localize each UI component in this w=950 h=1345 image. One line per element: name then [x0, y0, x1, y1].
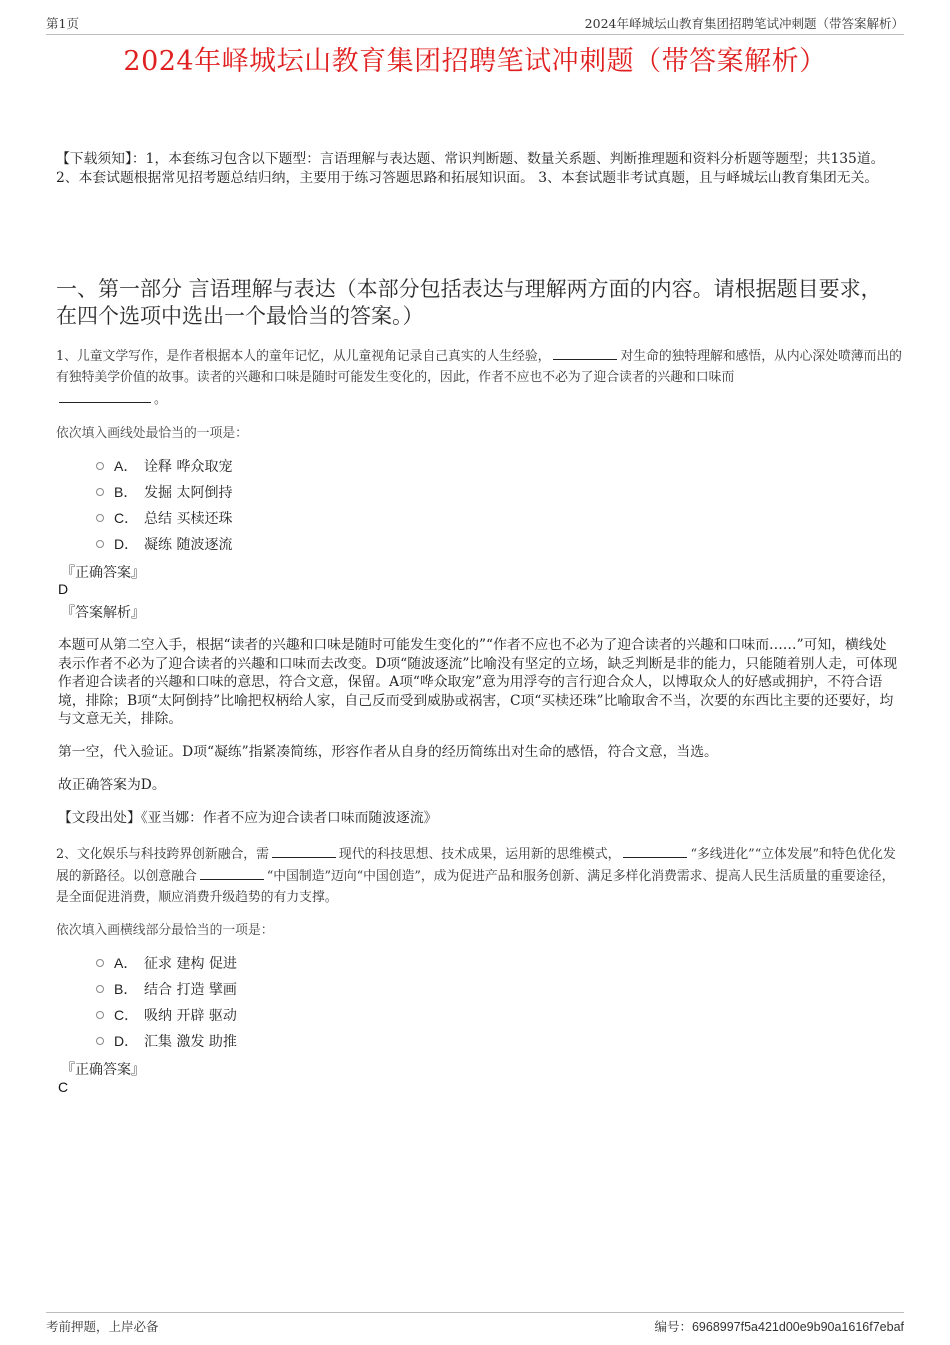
q1-stem-part-c: 。: [154, 392, 167, 407]
download-notice: 【下载须知】：1，本套练习包含以下题型：言语理解与表达题、常识判断题、数量关系题、判断推理题和资料分析题等题型；共135道。 2、本套试题根据常见招考题总结归纳，主要用于练习答题思路和拓展知识面。 3、本套试题非考试真题，且与峄城坛山教育集团无关。: [56, 151, 885, 186]
q1-option-c[interactable]: C． 总结 买椟还珠: [96, 505, 232, 531]
radio-button-icon[interactable]: [96, 959, 104, 967]
q2-stem-part-a: 2、文化娱乐与科技跨界创新融合，需: [56, 847, 269, 862]
question-2-stem: [56, 843, 902, 908]
q1-analysis-paragraph-3: 故正确答案为D。: [58, 777, 166, 793]
q1-options: [96, 453, 232, 557]
q1-analysis-paragraph-1: 本题可从第二空入手，根据“读者的兴趣和口味是随时可能发生变化的”“作者不应也不必为了迎合读者的兴趣和口味而……”可知，横线处表示作者不必为了迎合读者的兴趣和口味而去改变。D项“随波逐流”比喻没有坚定的立场，缺乏判断是非的能力，只能随着别人走，可体现作者迎合读者的兴趣和口味的意思，符合文意，保留。A项“哗众取宠”意为用浮夸的言行迎合众人，以博取众人的好感或拥护，不符合语境，排除；B项“太阿倒持”比喻把权柄给人家，自己反而受到威胁或祸害，C项“买椟还珠”比喻取舍不当，次要的东西比主要的还要好，均与文意无关，排除。: [58, 637, 898, 727]
q1-stem-part-a: 1、儿童文学写作，是作者根据本人的童年记忆，从儿童视角记录自己真实的人生经验，: [56, 349, 551, 364]
question-1-stem: [56, 345, 902, 410]
radio-button-icon[interactable]: [96, 540, 104, 548]
q1-blank-2: [59, 388, 151, 403]
radio-button-icon[interactable]: [96, 1011, 104, 1019]
q1-analysis-paragraph-2: 第一空，代入验证。D项“凝练”指紧凑简练，形容作者从自身的经历简练出对生命的感悟，符合文意，当选。: [58, 744, 718, 760]
q2-stem-part-c: “多线进化”“立体发展”和特色优化发展的新路径。以创意融合: [56, 847, 896, 884]
q1-stem-part-b: 对生命的独特理解和感悟，从内心深处喷薄而出的有独特美学价值的故事。读者的兴趣和口味是随时可能发生变化的，因此，作者不应也不必为了迎合读者的兴趣和口味而: [56, 349, 902, 385]
radio-button-icon[interactable]: [96, 488, 104, 496]
radio-button-icon[interactable]: [96, 1037, 104, 1045]
q2-blank-3: [200, 865, 264, 880]
q2-prompt: 依次填入画横线部分最恰当的一项是：: [56, 923, 274, 938]
page-number: 第1页: [46, 16, 79, 31]
radio-button-icon[interactable]: [96, 462, 104, 470]
q1-analysis-label: 『答案解析』: [61, 605, 145, 621]
q1-prompt: 依次填入画线处最恰当的一项是：: [56, 426, 248, 441]
q2-stem-part-d: “中国制造”迈向“中国创造”，成为促进产品和服务创新、满足多样化消费需求、提高人民生活质量的重要途径，是全面促进消费，顺应消费升级趋势的有力支撑。: [56, 869, 895, 905]
q2-blank-1: [272, 843, 336, 858]
q1-option-d[interactable]: D． 凝练 随波逐流: [96, 531, 232, 557]
q2-option-d[interactable]: D． 汇集 激发 助推: [96, 1028, 237, 1054]
page-header: [46, 14, 904, 35]
section-title: 一、第一部分 言语理解与表达（本部分包括表达与理解两方面的内容。请根据题目要求，在四个选项中选出一个最恰当的答案。）: [56, 277, 882, 328]
q1-option-b[interactable]: B． 发掘 太阿倒持: [96, 479, 232, 505]
q2-option-c[interactable]: C． 吸纳 开辟 驱动: [96, 1002, 237, 1028]
footer-doc-id: 编号：6968997f5a421d00e9b90a1616f7ebaf: [654, 1319, 904, 1334]
q2-option-a[interactable]: A． 征求 建构 促进: [96, 950, 237, 976]
q2-blank-2: [623, 843, 687, 858]
footer-slogan: 考前押题，上岸必备: [46, 1319, 159, 1334]
header-doc-title: 2024年峄城坛山教育集团招聘笔试冲刺题（带答案解析）: [584, 16, 904, 31]
q1-answer: D: [58, 581, 69, 597]
q2-answer: C: [58, 1079, 69, 1095]
q1-option-a[interactable]: A． 诠释 哗众取宠: [96, 453, 232, 479]
q2-stem-part-b: 现代的科技思想、技术成果，运用新的思维模式，: [338, 847, 621, 862]
q2-option-b[interactable]: B． 结合 打造 擘画: [96, 976, 237, 1002]
page-footer: [46, 1312, 904, 1335]
page-title: 2024年峄城坛山教育集团招聘笔试冲刺题（带答案解析）: [123, 46, 827, 77]
q1-source: 【文段出处】《亚当娜：作者不应为迎合读者口味而随波逐流》: [58, 810, 438, 826]
q2-answer-label: 『正确答案』: [61, 1062, 145, 1078]
radio-button-icon[interactable]: [96, 514, 104, 522]
radio-button-icon[interactable]: [96, 985, 104, 993]
q2-options: [96, 950, 237, 1054]
q1-blank-1: [553, 345, 617, 360]
q1-answer-label: 『正确答案』: [61, 565, 145, 581]
